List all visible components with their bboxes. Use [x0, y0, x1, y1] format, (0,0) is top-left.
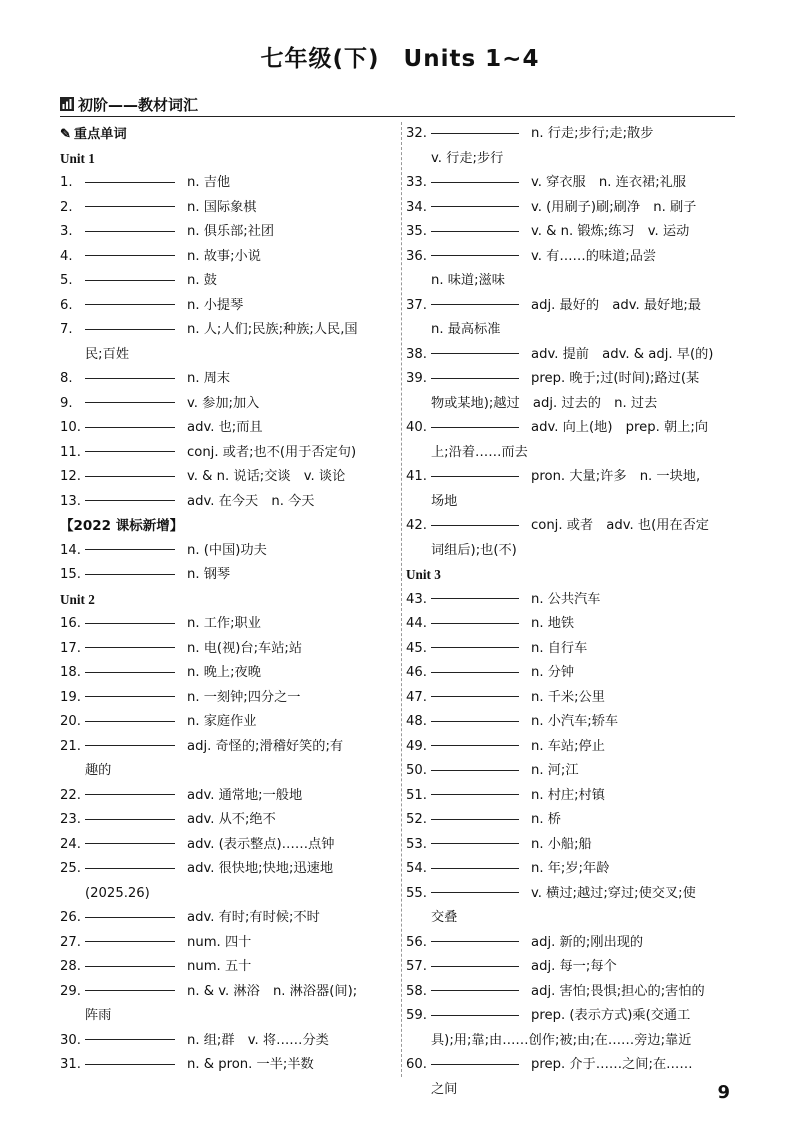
item-definition-continued: 民;百姓	[85, 346, 130, 362]
item-number: 38.	[406, 346, 427, 362]
answer-blank[interactable]	[85, 917, 175, 918]
answer-blank[interactable]	[431, 206, 519, 207]
item-definition: n. 组;群 v. 将……分类	[187, 1032, 329, 1048]
answer-blank[interactable]	[85, 623, 175, 624]
item-number: 59.	[406, 1008, 427, 1023]
item-number: 36.	[406, 248, 427, 264]
item-definition: prep. 晚于;过(时间);路过(某	[531, 371, 700, 386]
answer-blank[interactable]	[431, 525, 519, 526]
item-definition: pron. 大量;许多 n. 一块地,	[531, 469, 701, 484]
answer-blank[interactable]	[85, 647, 175, 648]
item-number: 23.	[60, 812, 81, 827]
item-definition: n. 自行车	[531, 640, 588, 656]
item-number: 8.	[60, 371, 73, 386]
answer-blank[interactable]	[85, 941, 175, 942]
answer-blank[interactable]	[431, 1064, 519, 1065]
answer-blank[interactable]	[85, 721, 175, 722]
item-definition: n. (中国)功夫	[187, 542, 267, 558]
item-definition: num. 四十	[187, 934, 252, 950]
answer-blank[interactable]	[431, 990, 519, 991]
item-number: 31.	[60, 1057, 81, 1072]
answer-blank[interactable]	[431, 868, 519, 869]
item-number: 54.	[406, 861, 427, 876]
answer-blank[interactable]	[85, 280, 175, 281]
item-number: 42.	[406, 518, 427, 533]
item-number: 32.	[406, 126, 427, 141]
item-definition: n. 小提琴	[187, 297, 244, 313]
answer-blank[interactable]	[431, 966, 519, 967]
item-number: 56.	[406, 934, 427, 950]
vocab-item	[406, 759, 738, 784]
curriculum-new-heading: 【2022 课标新增】	[60, 518, 184, 534]
answer-blank[interactable]	[85, 1039, 175, 1040]
item-number: 35.	[406, 224, 427, 239]
answer-blank[interactable]	[85, 794, 175, 795]
item-definition: n. 地铁	[531, 616, 575, 631]
answer-blank[interactable]	[85, 427, 175, 428]
item-number: 1.	[60, 175, 73, 190]
item-definition: v. 有……的味道;品尝	[531, 248, 657, 264]
vocab-item	[60, 833, 385, 858]
vocab-item	[406, 612, 738, 637]
item-definition: n. 故事;小说	[187, 248, 261, 264]
item-definition: adv. (表示整点)……点钟	[187, 836, 335, 852]
vocab-item	[60, 955, 385, 980]
column-divider	[401, 122, 402, 1077]
item-definition: n. 行走;步行;走;散步	[531, 126, 654, 141]
item-number: 34.	[406, 199, 427, 215]
answer-blank[interactable]	[85, 868, 175, 869]
answer-blank[interactable]	[85, 819, 175, 820]
answer-blank[interactable]	[85, 990, 175, 991]
vocab-item	[406, 171, 738, 196]
item-definition-continued: 具);用;靠;由……创作;被;由;在……旁边;靠近	[431, 1032, 692, 1048]
item-definition: n. 鼓	[187, 273, 217, 288]
item-definition-continued: 阵雨	[85, 1008, 112, 1023]
item-number: 30.	[60, 1032, 81, 1048]
item-definition: num. 五十	[187, 959, 252, 974]
vocab-item	[60, 465, 385, 490]
answer-blank[interactable]	[85, 745, 175, 746]
item-number: 2.	[60, 199, 73, 215]
item-definition: n. 千米;公里	[531, 689, 605, 705]
vocab-item	[60, 612, 385, 637]
vocab-item	[406, 343, 738, 368]
item-definition-continued: 词组后);也(不)	[431, 542, 517, 558]
item-definition-continued: 场地	[431, 493, 458, 509]
vocab-item	[406, 882, 738, 931]
vocab-item	[60, 490, 385, 515]
answer-blank[interactable]	[85, 500, 175, 501]
item-number: 26.	[60, 910, 81, 925]
item-number: 7.	[60, 322, 73, 337]
answer-blank[interactable]	[85, 402, 175, 403]
answer-blank[interactable]	[431, 1015, 519, 1016]
item-definition: n. 家庭作业	[187, 714, 257, 729]
item-number: 20.	[60, 714, 81, 729]
bar-chart-icon	[60, 97, 74, 111]
item-number: 24.	[60, 836, 81, 852]
vocab-item	[60, 784, 385, 809]
item-definition: n. 车站;停止	[531, 738, 605, 754]
section-header	[60, 94, 735, 117]
item-number: 47.	[406, 689, 427, 705]
item-definition: n. 俱乐部;社团	[187, 224, 275, 239]
vocab-item	[60, 686, 385, 711]
item-definition: n. 钢琴	[187, 567, 231, 582]
item-number: 11.	[60, 444, 81, 460]
item-number: 44.	[406, 616, 427, 631]
vocab-item	[406, 122, 738, 171]
answer-blank[interactable]	[431, 941, 519, 942]
item-definition: n. 工作;职业	[187, 616, 261, 631]
item-number: 37.	[406, 297, 427, 313]
item-definition: v. 横过;越过;穿过;使交叉;使	[531, 885, 696, 901]
item-definition: n. 小船;船	[531, 836, 592, 852]
answer-blank[interactable]	[431, 819, 519, 820]
vocab-item	[406, 367, 738, 416]
answer-blank[interactable]	[431, 696, 519, 697]
answer-blank[interactable]	[431, 892, 519, 893]
item-definition: n. & pron. 一半;半数	[187, 1057, 314, 1072]
item-number: 28.	[60, 959, 81, 974]
vocab-item	[406, 833, 738, 858]
vocab-item	[60, 808, 385, 833]
vocab-item	[406, 735, 738, 760]
vocab-item	[406, 784, 738, 809]
item-number: 46.	[406, 665, 427, 680]
item-definition: prep. 介于……之间;在……	[531, 1057, 693, 1072]
answer-blank[interactable]	[85, 672, 175, 673]
vocab-item	[406, 1053, 738, 1102]
vocab-item	[406, 686, 738, 711]
vocab-item	[60, 318, 385, 367]
item-number: 52.	[406, 812, 427, 827]
answer-blank[interactable]	[431, 304, 519, 305]
vocab-item	[406, 955, 738, 980]
item-definition: adv. 通常地;一般地	[187, 787, 303, 803]
item-number: 60.	[406, 1057, 427, 1072]
answer-blank[interactable]	[431, 133, 519, 134]
unit-heading: Unit 2	[60, 591, 95, 607]
item-number: 4.	[60, 248, 73, 264]
item-definition: adj. 新的;刚出现的	[531, 934, 644, 950]
vocab-item	[406, 857, 738, 882]
vocab-item	[60, 857, 385, 906]
item-definition: conj. 或者;也不(用于否定句)	[187, 444, 357, 460]
answer-blank[interactable]	[85, 696, 175, 697]
answer-blank[interactable]	[85, 843, 175, 844]
answer-blank[interactable]	[85, 378, 175, 379]
item-definition-continued: 交叠	[431, 910, 458, 925]
item-definition: n. 国际象棋	[187, 199, 257, 215]
vocab-item	[60, 416, 385, 441]
answer-blank[interactable]	[85, 329, 175, 330]
item-definition: adj. 奇怪的;滑稽好笑的;有	[187, 738, 344, 754]
item-definition: v. 穿衣服 n. 连衣裙;礼服	[531, 175, 687, 190]
answer-blank[interactable]	[85, 231, 175, 232]
item-definition: n. 晚上;夜晚	[187, 665, 261, 680]
page-title: 七年级(下) Units 1~4	[260, 46, 540, 72]
vocab-item	[60, 245, 385, 270]
vocab-item	[406, 1004, 738, 1053]
answer-blank[interactable]	[85, 206, 175, 207]
item-number: 58.	[406, 983, 427, 999]
answer-blank[interactable]	[85, 304, 175, 305]
item-number: 19.	[60, 689, 81, 705]
item-definition: v. & n. 说话;交谈 v. 谈论	[187, 469, 346, 484]
vocab-item	[60, 196, 385, 221]
vocab-item	[406, 416, 738, 465]
item-number: 5.	[60, 273, 73, 288]
item-definition: v. (用刷子)刷;刷净 n. 刷子	[531, 199, 697, 215]
answer-blank[interactable]	[85, 255, 175, 256]
answer-blank[interactable]	[431, 231, 519, 232]
answer-blank[interactable]	[431, 378, 519, 379]
answer-blank[interactable]	[85, 1064, 175, 1065]
vocab-item	[60, 931, 385, 956]
vocab-item	[406, 220, 738, 245]
item-definition: adv. 在今天 n. 今天	[187, 493, 315, 509]
answer-blank[interactable]	[431, 623, 519, 624]
item-number: 50.	[406, 763, 427, 778]
vocab-item	[406, 808, 738, 833]
answer-blank[interactable]	[85, 574, 175, 575]
answer-blank[interactable]	[431, 427, 519, 428]
item-definition: n. 电(视)台;车站;站	[187, 640, 303, 656]
vocab-item	[60, 269, 385, 294]
item-definition: adv. 很快地;快地;迅速地	[187, 861, 334, 876]
vocab-item	[406, 637, 738, 662]
item-definition: n. & v. 淋浴 n. 淋浴器(间);	[187, 983, 358, 999]
vocab-item	[60, 906, 385, 931]
item-definition: n. 公共汽车	[531, 591, 601, 607]
page-number: 9	[717, 1082, 730, 1103]
vocab-item	[406, 294, 738, 343]
vocab-item	[406, 661, 738, 686]
vocab-item	[60, 441, 385, 466]
left-word-list	[60, 147, 385, 1078]
item-number: 22.	[60, 787, 81, 803]
answer-blank[interactable]	[431, 794, 519, 795]
item-number: 3.	[60, 224, 73, 239]
vocab-item	[60, 220, 385, 245]
vocab-item	[406, 980, 738, 1005]
item-number: 21.	[60, 738, 81, 754]
item-number: 25.	[60, 861, 81, 876]
item-number: 57.	[406, 959, 427, 974]
item-definition: n. 吉他	[187, 175, 231, 190]
item-definition-continued: n. 最高标准	[431, 322, 501, 337]
vocab-item	[60, 735, 385, 784]
answer-blank[interactable]	[431, 770, 519, 771]
answer-blank[interactable]	[431, 721, 519, 722]
item-number: 43.	[406, 591, 427, 607]
item-number: 53.	[406, 836, 427, 852]
item-definition-continued: (2025.26)	[85, 885, 150, 901]
unit-heading: Unit 1	[60, 150, 95, 166]
answer-blank[interactable]	[431, 672, 519, 673]
item-definition: adj. 害怕;畏惧;担心的;害怕的	[531, 983, 705, 999]
item-definition: v. 参加;加入	[187, 395, 260, 411]
item-definition: conj. 或者 adv. 也(用在否定	[531, 518, 709, 533]
item-definition-continued: 物或某地);越过 adj. 过去的 n. 过去	[431, 395, 658, 411]
item-definition: adv. 也;而且	[187, 420, 263, 435]
item-number: 9.	[60, 395, 73, 411]
vocab-item	[60, 367, 385, 392]
answer-blank[interactable]	[431, 255, 519, 256]
vocab-item	[406, 196, 738, 221]
vocab-item	[60, 294, 385, 319]
item-number: 45.	[406, 640, 427, 656]
vocab-item	[60, 539, 385, 564]
vocab-item	[60, 637, 385, 662]
item-definition: adj. 每一;每个	[531, 959, 617, 974]
item-definition: v. & n. 锻炼;练习 v. 运动	[531, 224, 690, 239]
vocab-item	[60, 710, 385, 735]
item-number: 55.	[406, 885, 427, 901]
item-number: 48.	[406, 714, 427, 729]
vocab-item	[60, 1029, 385, 1054]
item-definition: adv. 有时;有时候;不时	[187, 910, 320, 925]
vocab-item	[60, 980, 385, 1029]
answer-blank[interactable]	[431, 476, 519, 477]
item-number: 49.	[406, 738, 427, 754]
vocab-item	[406, 931, 738, 956]
vocab-item	[406, 588, 738, 613]
answer-blank[interactable]	[431, 745, 519, 746]
item-number: 17.	[60, 640, 81, 656]
item-definition: adv. 提前 adv. & adj. 早(的)	[531, 346, 714, 362]
item-definition: prep. (表示方式)乘(交通工	[531, 1008, 691, 1023]
vocab-item	[60, 1053, 385, 1078]
left-column	[60, 122, 385, 1078]
item-definition: n. 年;岁;年龄	[531, 861, 610, 876]
vocab-item	[406, 465, 738, 514]
vocab-item	[60, 563, 385, 588]
item-number: 15.	[60, 567, 81, 582]
item-number: 39.	[406, 371, 427, 386]
item-number: 33.	[406, 175, 427, 190]
vocab-item	[60, 171, 385, 196]
vocab-item	[60, 661, 385, 686]
answer-blank[interactable]	[431, 598, 519, 599]
item-number: 16.	[60, 616, 81, 631]
item-number: 14.	[60, 542, 81, 558]
answer-blank[interactable]	[85, 476, 175, 477]
unit-heading: Unit 3	[406, 567, 441, 582]
item-definition: adv. 向上(地) prep. 朝上;向	[531, 420, 709, 435]
answer-blank[interactable]	[85, 451, 175, 452]
pencil-icon: ✎	[60, 126, 71, 141]
item-definition-continued: n. 味道;滋味	[431, 273, 505, 288]
answer-blank[interactable]	[431, 647, 519, 648]
right-column	[406, 122, 738, 1102]
right-word-list	[406, 122, 738, 1102]
key-words-heading: ✎ 重点单词	[60, 122, 385, 147]
item-definition-continued: v. 行走;步行	[431, 150, 504, 166]
item-number: 13.	[60, 493, 81, 509]
item-number: 12.	[60, 469, 81, 484]
item-definition: adv. 从不;绝不	[187, 812, 276, 827]
vocab-item	[406, 245, 738, 294]
section-header-text: 初阶——教材词汇	[78, 96, 199, 114]
item-definition: n. 周末	[187, 371, 231, 386]
item-definition: n. 人;人们;民族;种族;人民,国	[187, 322, 358, 337]
vocab-item	[406, 710, 738, 735]
answer-blank[interactable]	[431, 843, 519, 844]
answer-blank[interactable]	[85, 549, 175, 550]
item-number: 29.	[60, 983, 81, 999]
answer-blank[interactable]	[85, 966, 175, 967]
item-definition: adj. 最好的 adv. 最好地;最	[531, 297, 702, 313]
item-definition: n. 分钟	[531, 665, 575, 680]
item-definition-continued: 上;沿着……而去	[431, 444, 528, 460]
vocab-item	[60, 392, 385, 417]
answer-blank[interactable]	[431, 182, 519, 183]
item-definition: n. 桥	[531, 812, 561, 827]
vocab-item	[406, 514, 738, 563]
answer-blank[interactable]	[431, 353, 519, 354]
item-number: 27.	[60, 934, 81, 950]
answer-blank[interactable]	[85, 182, 175, 183]
item-number: 40.	[406, 420, 427, 435]
item-number: 18.	[60, 665, 81, 680]
item-definition-continued: 趣的	[85, 763, 112, 778]
item-definition: n. 一刻钟;四分之一	[187, 689, 301, 705]
item-number: 41.	[406, 469, 427, 484]
item-number: 10.	[60, 420, 81, 435]
item-definition: n. 小汽车;轿车	[531, 714, 619, 729]
item-definition: n. 村庄;村镇	[531, 787, 605, 803]
item-number: 6.	[60, 297, 73, 313]
item-definition-continued: 之间	[431, 1081, 458, 1097]
item-definition: n. 河;江	[531, 763, 579, 778]
item-number: 51.	[406, 787, 427, 803]
